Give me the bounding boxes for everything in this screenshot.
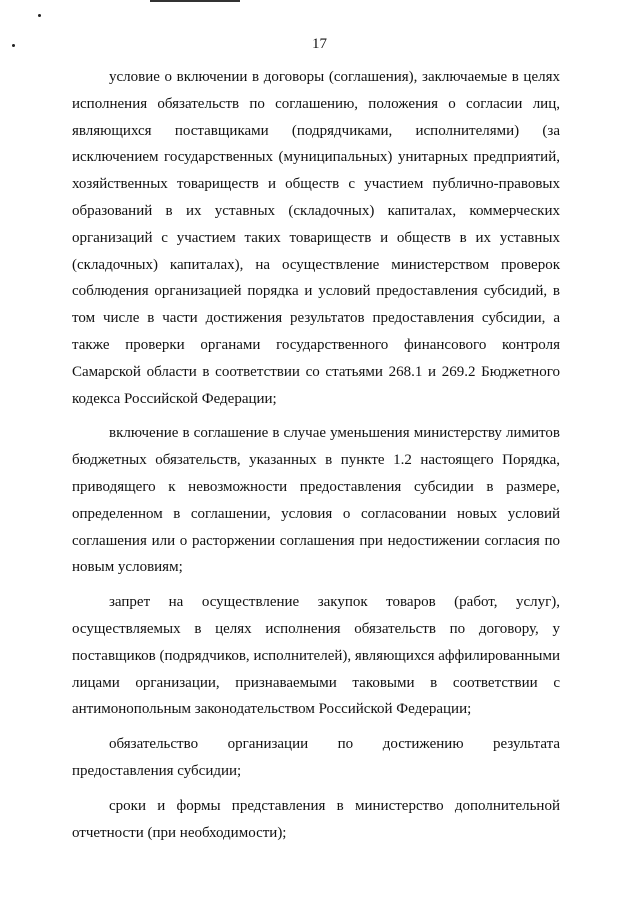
paragraph-procurement-ban: запрет на осуществление закупок товаров (работ, услуг), осуществляемых в целях исполнения обязательств по договору, у поставщиков (подрядчиков, исполнителей), являющихся аффилированными лицами организации, признаваемыми таковыми в соответствии с антимонопольным законодательством Российской Федерации;	[72, 594, 560, 718]
paragraph-budget-limits: включение в соглашение в случае уменьшения министерству лимитов бюджетных обязательств, указанных в пункте 1.2 настоящего Порядка, приводящего к невозможности предоставления субсидии в размере, определенном в соглашении, условия о согласовании новых условий соглашения или о расторжении соглашения при недостижении согласия по новым условиям;	[72, 425, 560, 576]
document-body	[72, 64, 560, 846]
paragraph-reporting-terms: сроки и формы представления в министерство дополнительной отчетности (при необходимости);	[72, 797, 560, 841]
paragraph-result-obligation: обязательство организации по достижению результата предоставления субсидии;	[72, 736, 560, 779]
page-number: 17	[312, 36, 327, 52]
scan-artifact-line	[150, 0, 240, 2]
paragraph-audit-consent: условие о включении в договоры (соглашения), заключаемые в целях исполнения обязательств по соглашению, положения о согласии лиц, являющихся поставщиками (подрядчиками, исполнителями) (за исключением государственных (муниципальных) унитарных предприятий, хозяйственных товариществ и обществ с участием публично-правовых образований в их уставных (складочных) капиталах, коммерческих организаций с участием таких товариществ и обществ в их уставных (складочных) капиталах), на осуществление министерством проверок соблюдения организацией порядка и условий предоставления субсидий, в том числе в части достижения результатов предоставления субсидии, а также проверки органами государственного финансового контроля Самарской области в соответствии со статьями 268.1 и 269.2 Бюджетного кодекса Российской Федерации;	[72, 69, 560, 407]
scan-artifact-dot	[38, 14, 41, 17]
